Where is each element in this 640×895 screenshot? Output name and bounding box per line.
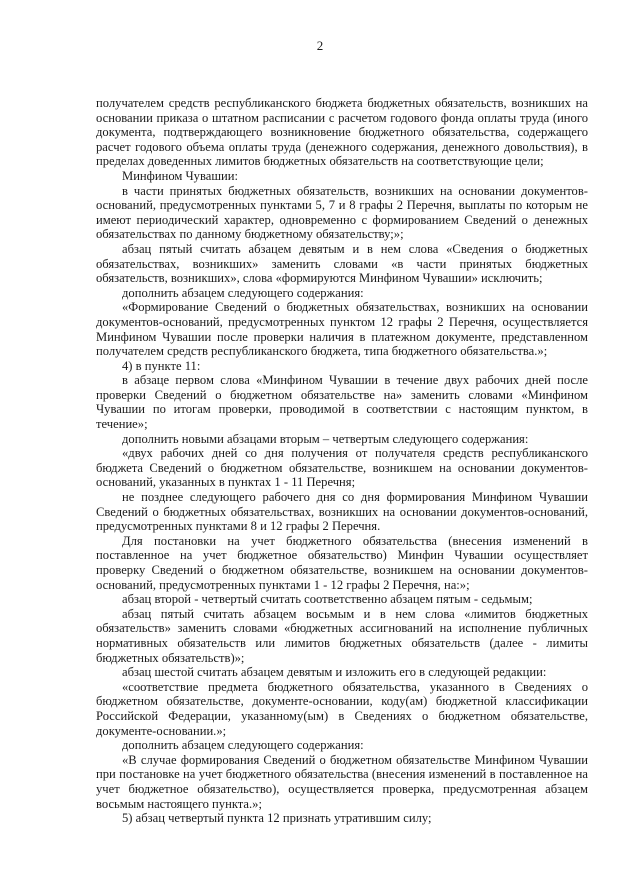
- paragraph-4: абзац пятый считать абзацем девятым и в нем слова «Сведения о бюджетных обязательствах, возникших» заменить словами «в части принятых бюджетных обязательств, возникших», слова «формируются Минфином Чувашии» исключить;: [96, 241, 588, 286]
- paragraph-7: 4) в пункте 11:: [122, 358, 201, 373]
- paragraph-10: «двух рабочих дней со дня получения от получателя средств республиканского бюджета Сведений о бюджетном обязательстве, возникшем на основании документов-оснований, указанных в пунктах 1 - 11 Перечня;: [96, 446, 588, 490]
- paragraph-14: абзац пятый считать абзацем восьмым и в нем слова «лимитов бюджетных обязательств» заменить словами «бюджетных ассигнований на исполнение публичных нормативных обязательств или лимитов бюджетных обязательств (далее - лимиты бюджетных обязательств)»;: [96, 606, 588, 665]
- paragraph-19: 5) абзац четвертый пункта 12 признать утратившим силу;: [122, 811, 432, 826]
- paragraph-8: в абзаце первом слова «Минфином Чувашии в течение двух рабочих дней после проверки Сведений о бюджетном обязательстве на» заменить словами «Минфином Чувашии по итогам проверки, проводимой в соответствии с настоящим пунктом, в течение»;: [96, 373, 588, 432]
- paragraph-12: Для постановки на учет бюджетного обязательства (внесения изменений в поставленное на учет бюджетное обязательство) Минфин Чувашии осуществляет проверку Сведений о бюджетном обязательстве, возникшем на основании документов-оснований, предусмотренных пунктами 1 - 12 графы 2 Перечня, на:»;: [96, 533, 588, 592]
- paragraph-1: получателем средств республиканского бюджета бюджетных обязательств, возникших на основании приказа о штатном расписании с расчетом годового фонда оплаты труда (иного документа, подтверждающего возникновение бюджетного обязательства, содержащего расчет годового объема оплаты труда (денежного содержания, денежного довольствия), в пределах доведенных лимитов бюджетных обязательств на соответствующие цели;: [96, 96, 588, 169]
- paragraph-13: абзац второй - четвертый считать соответственно абзацем пятым - седьмым;: [122, 592, 533, 607]
- paragraph-2: Минфином Чувашии:: [122, 168, 239, 183]
- paragraph-6: «Формирование Сведений о бюджетных обязательствах, возникших на основании документов-оснований, предусмотренных пунктом 12 графы 2 Перечня, осуществляется Минфином Чувашии после проверки наличия в платежном документе, представленном получателем средств республиканского бюджета, типа бюджетного обязательства.»;: [96, 300, 588, 359]
- paragraph-9: дополнить новыми абзацами вторым – четвертым следующего содержания:: [122, 431, 529, 446]
- paragraph-15: абзац шестой считать абзацем девятым и изложить его в следующей редакции:: [122, 665, 547, 680]
- paragraph-17: дополнить абзацем следующего содержания:: [122, 738, 364, 753]
- paragraph-3: в части принятых бюджетных обязательств, возникших на основании документов-оснований, предусмотренных пунктами 5, 7 и 8 графы 2 Перечня, выплаты по которым не имеют периодический характер, одновременно с формированием Сведений о денежных обязательствах по данному бюджетному обязательству;»;: [96, 183, 588, 242]
- paragraph-18: «В случае формирования Сведений о бюджетном обязательстве Минфином Чувашии при постановке на учет бюджетного обязательства (внесения изменений в поставленное на учет бюджетное обязательство), осуществляется проверка, предусмотренная абзацем восьмым настоящего пункта.»;: [96, 752, 588, 811]
- paragraph-11: не позднее следующего рабочего дня со дня формирования Минфином Чувашии Сведений о бюджетных обязательствах, возникших на основании документов-оснований, предусмотренных пунктами 8 и 12 графы 2 Перечня.: [96, 490, 588, 534]
- paragraph-16: «соответствие предмета бюджетного обязательства, указанного в Сведениях о бюджетном обязательстве, документе-основании, коду(ам) бюджетной классификации Российской Федерации, указанному(ым) в Сведениях о бюджетном обязательстве, документе-основании.»;: [96, 679, 588, 738]
- page-number: 2: [316, 38, 324, 53]
- document-body: [96, 96, 588, 826]
- paragraph-5: дополнить абзацем следующего содержания:: [122, 285, 364, 300]
